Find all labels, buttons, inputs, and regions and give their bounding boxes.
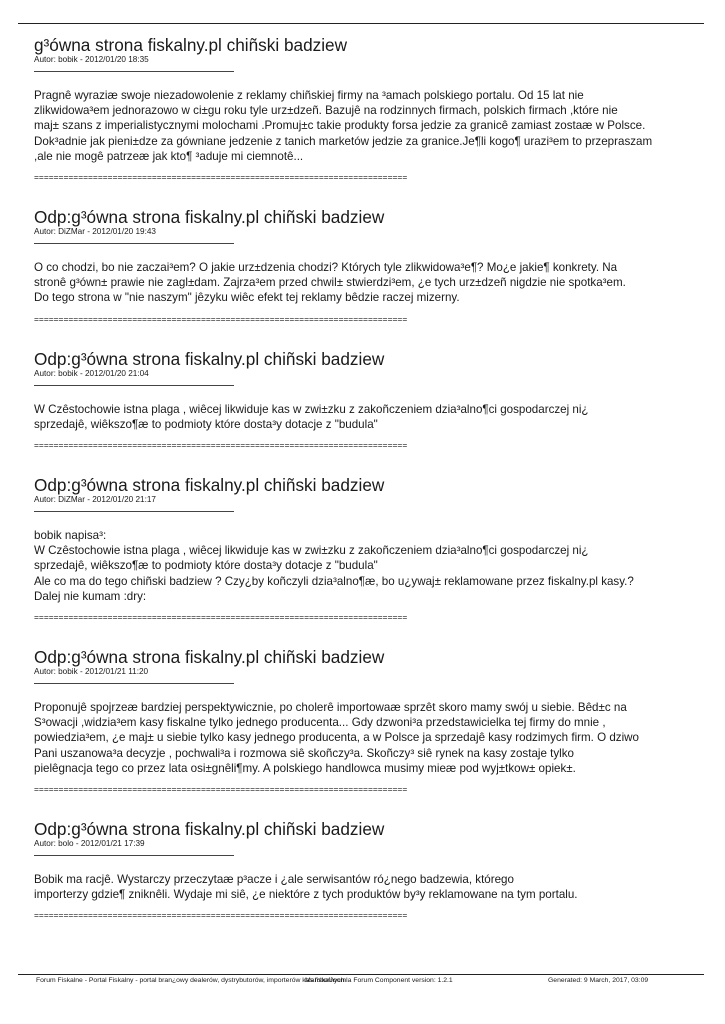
post-list xyxy=(34,36,704,946)
post-title: Odp:g³ówna strona fiskalny.pl chiñski badziew xyxy=(34,207,385,228)
post-body-line: Proponujê spojrzeæ bardziej perspektywicznie, po cholerê importowaæ sprzêt skoro mamy swój u siebie. Bêd±c na xyxy=(34,701,627,715)
post-body-line: sprzedajê, wiêkszo¶æ to podmioty które dosta³y dotacje z "budula" xyxy=(34,559,378,573)
footer-site-name: Forum Fiskalne - Portal Fiskalny - portal bran¿owy dealerów, dystrybutorów, importerów kas fiskalnych xyxy=(36,977,345,984)
post-body-line: maj± szans z imperialistycznymi molochami .Promuj±c takie produkty forsa jedzie za granicê zamiast zostaæ w Polsce. xyxy=(34,119,646,133)
post-title: Odp:g³ówna strona fiskalny.pl chiñski badziew xyxy=(34,819,385,840)
post-title: g³ówna strona fiskalny.pl chiñski badziew xyxy=(34,35,348,55)
post-body-line: zlikwidowa³em jednorazowo w ci±gu roku tyle urz±dzeñ. Bazujê na rodzinnych firmach, polskich firmach ,które nie xyxy=(34,104,618,118)
post-title: Odp:g³ówna strona fiskalny.pl chiñski badziew xyxy=(34,475,385,496)
post-body-line: stronê g³ówn± prawie nie zagl±dam. Zajrza³em przed chwil± stwierdzi³em, ¿e tych urz±dzeñ nigdzie nie spotka³em. xyxy=(34,276,626,290)
post-body-line: W Czêstochowie istna plaga , wiêcej likwiduje kas w zwi±zku z zakoñczeniem dzia³alno¶ci gospodarczej ni¿ xyxy=(34,402,589,416)
post-body-line: Bobik ma racjê. Wystarczy przeczytaæ p³acze i ¿ale serwisantów ró¿nego badzewia, którego xyxy=(34,873,514,887)
post-body-line: Dok³adnie jak pieni±dze za gówniane jedzenie z tanich marketów jedzie za granice.Je¶li kogo¶ urazi³em to przepraszam xyxy=(34,134,653,148)
forum-post xyxy=(34,350,704,450)
forum-post xyxy=(34,208,704,324)
post-body-line: sprzedajê, wiêkszo¶æ to podmioty które dosta³y dotacje z "budula" xyxy=(34,417,378,431)
post-body-line: Pragnê wyraziæ swoje niezadowolenie z reklamy chiñskiej firmy na ³amach polskiego portalu. Od 15 lat nie xyxy=(34,89,584,102)
post-header-rule xyxy=(34,71,234,72)
post-body-line: O co chodzi, bo nie zaczai³em? O jakie urz±dzenia chodzi? Których tyle zlikwidowa³e¶? Mo¿e jakie¶ konkrety. Na xyxy=(34,261,618,275)
forum-post xyxy=(34,820,704,920)
post-separator: ============================================================================ xyxy=(34,440,408,451)
post-body xyxy=(34,260,704,306)
post-body-line: Dalej nie kumam :dry: xyxy=(34,589,147,603)
forum-post xyxy=(34,36,704,182)
post-header-rule xyxy=(34,385,234,386)
post-body-line: Ale co ma do tego chiñski badziew ? Czy¿by koñczyli dzia³alno¶æ, bo u¿ywaj± reklamowane przez fiskalny.pl kasy.? xyxy=(34,574,634,588)
forum-post xyxy=(34,476,704,622)
post-body-line: Do tego strona w "nie naszym" jêzyku wiêc efekt tej reklamy bêdzie raczej mizerny. xyxy=(34,291,460,305)
post-separator: ============================================================================ xyxy=(34,313,408,324)
post-author-date: Autor: bobik - 2012/01/20 21:04 xyxy=(34,368,149,378)
post-separator: ============================================================================ xyxy=(34,612,408,623)
post-header-rule xyxy=(34,855,234,856)
post-body xyxy=(34,402,704,432)
post-body xyxy=(34,528,704,604)
post-author-date: Autor: bobik - 2012/01/20 18:35 xyxy=(34,55,149,64)
post-author-date: Autor: DiZMar - 2012/01/20 21:17 xyxy=(34,495,156,505)
post-author-date: Autor: bobik - 2012/01/21 11:20 xyxy=(34,667,149,677)
post-body xyxy=(34,700,704,776)
post-body-line: pielêgnacja tego co przez lata osi±gnêli¶my. A polskiego handlowca musimy mieæ pod wyj±tkow± opiek±. xyxy=(34,761,576,775)
post-author-date: Autor: bolo - 2012/01/21 17:39 xyxy=(34,839,145,849)
footer-component-version: Mambo/Joomla Forum Component version: 1.2.1 xyxy=(305,977,453,984)
post-body-line: ,ale nie mogê patrzeæ jak kto¶ ³aduje mi ciemnotê... xyxy=(34,149,304,163)
post-title: Odp:g³ówna strona fiskalny.pl chiñski badziew xyxy=(34,647,385,668)
post-body xyxy=(34,88,704,164)
post-body-line: S³owacji ,widzia³em kasy fiskalne tylko jednego producenta... Gdy dzwoni³a przedstawicielka tej firmy do mnie , xyxy=(34,716,606,730)
post-title: Odp:g³ówna strona fiskalny.pl chiñski badziew xyxy=(34,348,385,369)
footer-generated-date: Generated: 9 March, 2017, 03:09 xyxy=(548,977,649,984)
post-body-line: W Czêstochowie istna plaga , wiêcej likwiduje kas w zwi±zku z zakoñczeniem dzia³alno¶ci gospodarczej ni¿ xyxy=(34,544,589,558)
post-separator: ============================================================================ xyxy=(34,172,408,183)
forum-post xyxy=(34,648,704,794)
top-rule xyxy=(18,23,704,24)
post-body-line: importerzy gdzie¶ zniknêli. Wydaje mi siê, ¿e niektóre z tych produktów by³y reklamowane na tym portalu. xyxy=(34,888,578,902)
post-separator: ============================================================================ xyxy=(34,910,408,921)
post-body-line: powiedzia³em, ¿e maj± u siebie tylko kasy jednego producenta, a w Polsce ja sprzedajê kasy rodzimych firm. O dziwo xyxy=(34,731,639,745)
post-body-line: Pani uszanowa³a decyzje , pochwali³a i rozmowa siê skoñczy³a. Skoñczy³ siê rynek na kasy zostaje tylko xyxy=(34,746,574,760)
post-body-line: bobik napisa³: xyxy=(34,529,107,543)
post-author-date: Autor: DiZMar - 2012/01/20 19:43 xyxy=(34,227,156,237)
post-header-rule xyxy=(34,243,234,244)
post-body xyxy=(34,872,704,902)
post-header-rule xyxy=(34,683,234,684)
footer-rule xyxy=(18,974,704,975)
post-separator: ============================================================================ xyxy=(34,784,408,795)
post-header-rule xyxy=(34,511,234,512)
